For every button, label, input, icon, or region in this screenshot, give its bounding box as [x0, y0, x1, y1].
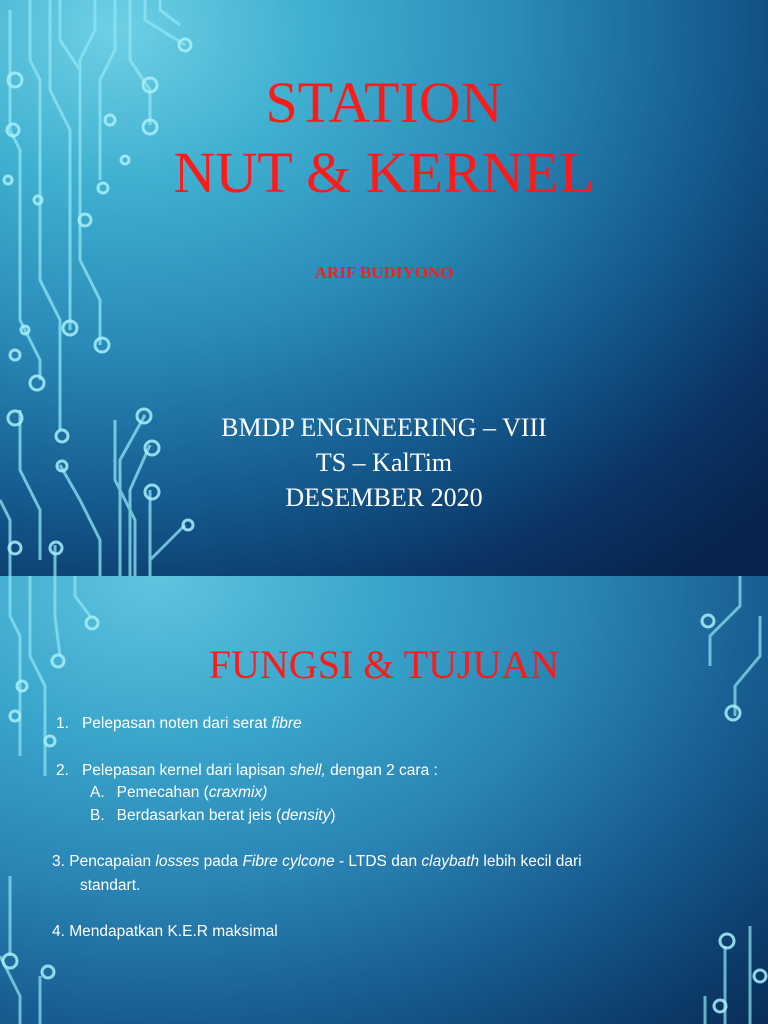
date-line: DESEMBER 2020	[285, 483, 483, 512]
content-slide	[0, 576, 768, 1024]
item-emphasis: Fibre cylcone	[242, 853, 335, 870]
item-emphasis: losses	[155, 853, 200, 870]
item-text-tail: dengan 2 cara :	[325, 762, 438, 779]
list-item-2	[56, 762, 438, 780]
item-number: 2.	[56, 762, 69, 779]
item-number: 1.	[56, 715, 69, 732]
sub-item-letter: B.	[90, 807, 105, 824]
list-item-3	[52, 853, 582, 871]
item-emphasis: shell,	[289, 762, 326, 779]
title-line-1: STATION	[265, 70, 503, 135]
author-name: ARIF BUDIYONO	[314, 263, 454, 282]
sub-item-emphasis: density	[281, 807, 331, 824]
sub-item-text: Pemecahan (	[116, 784, 209, 801]
sub-item-a	[90, 784, 267, 802]
item-text: lebih kecil dari	[479, 853, 582, 870]
item-text: 3. Pencapaian	[52, 853, 156, 870]
sub-item-letter: A.	[90, 784, 105, 801]
item-emphasis: fibre	[271, 715, 302, 732]
list-item-3-continuation: standart.	[80, 877, 141, 894]
title-line-2: NUT & KERNEL	[173, 140, 595, 205]
sub-item-text-tail: )	[330, 807, 336, 824]
item-text: pada	[199, 853, 243, 870]
sub-item-text: Berdasarkan berat jeis (	[116, 807, 282, 824]
list-item-4: 4. Mendapatkan K.E.R maksimal	[52, 923, 278, 940]
slide-title: FUNGSI & TUJUAN	[208, 642, 560, 687]
item-text: Pelepasan kernel dari lapisan	[81, 762, 290, 779]
item-emphasis: claybath	[421, 853, 480, 870]
sub-item-b	[90, 807, 336, 825]
list-item-1	[56, 715, 302, 733]
sub-item-emphasis: craxmix)	[208, 784, 268, 801]
organization-line-1: BMDP ENGINEERING – VIII	[221, 413, 547, 442]
item-text: Pelepasan noten dari serat	[81, 715, 272, 732]
item-text: - LTDS dan	[334, 853, 422, 870]
organization-line-2: TS – KalTim	[315, 448, 453, 477]
